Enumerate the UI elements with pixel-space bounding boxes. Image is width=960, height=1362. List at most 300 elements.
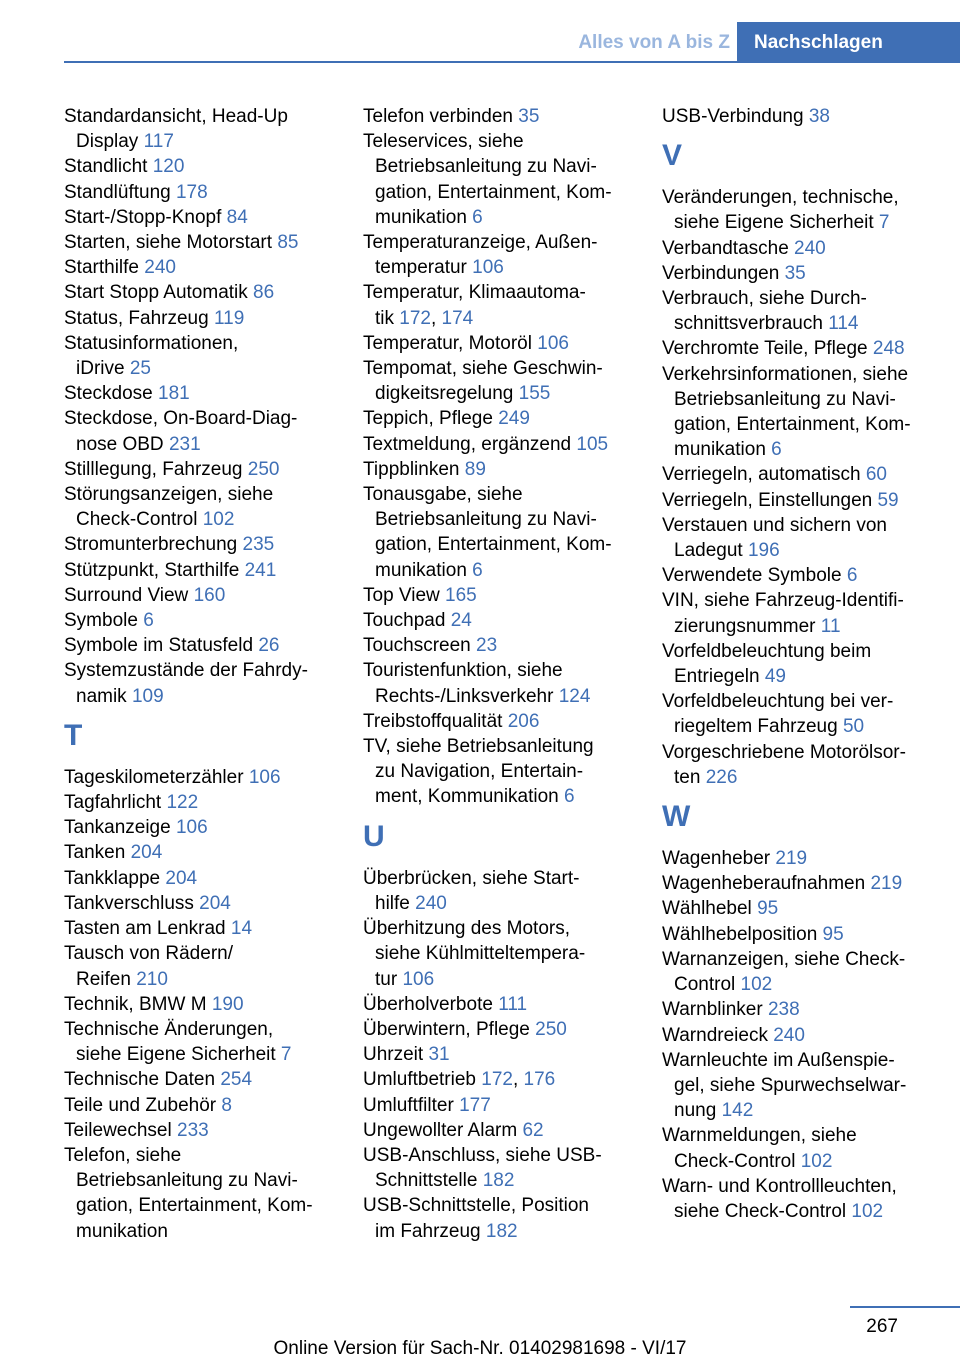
index-entry-text: Störungsanzeigen, siehe [64, 484, 274, 506]
index-entry [662, 1174, 952, 1224]
index-entry [64, 280, 334, 305]
index-entry [662, 362, 952, 463]
index-entry [64, 205, 334, 230]
index-entry [363, 866, 633, 916]
page-reference-link[interactable]: 109 [131, 685, 164, 707]
index-entry-text: gation, Entertainment, Kom- [674, 414, 911, 436]
index-entry [64, 104, 334, 154]
index-entry [363, 1042, 633, 1067]
index-entry [662, 104, 952, 129]
index-entry-text: Verchromte Teile, Pflege [662, 338, 868, 360]
page-reference-link[interactable]: 6 [472, 206, 483, 228]
index-entry-text: Betriebsanleitung zu Navi- [375, 509, 597, 531]
page-reference-link[interactable]: 14 [230, 918, 253, 940]
index-entry-text: Temperatur, Klimaautoma- [363, 282, 586, 304]
page-reference-link[interactable]: 172 [481, 1069, 513, 1091]
index-entry-text: zierungsnummer [674, 615, 816, 637]
index-entry-text: Tankanzeige [64, 817, 171, 839]
page-reference-link[interactable]: 59 [877, 489, 899, 511]
index-entry-text: Ladegut [674, 540, 743, 562]
index-entry-text: siehe Eigene Sicherheit [76, 1044, 276, 1066]
page-reference-link[interactable]: 102 [740, 974, 773, 996]
page-reference-link[interactable]: 31 [428, 1044, 450, 1066]
index-entry-text: Tankklappe [64, 867, 161, 889]
index-entry [662, 1048, 952, 1124]
index-entry-text: Verbrauch, siehe Durch- [662, 288, 867, 310]
index-entry [363, 331, 633, 356]
page-reference-link[interactable]: 11 [820, 615, 841, 637]
page-reference-link[interactable]: 38 [808, 106, 830, 127]
page-reference-link[interactable]: 84 [226, 206, 248, 228]
index-entry-text: gation, Entertainment, Kom- [375, 534, 612, 556]
index-entry-text: Verbandtasche [662, 237, 789, 259]
page-reference-link[interactable]: 50 [842, 716, 865, 738]
index-entry-text: Statusinformationen, [64, 332, 239, 354]
page-reference-link[interactable]: 7 [878, 212, 890, 234]
index-entry-text: Symbole im Statusfeld [64, 635, 254, 657]
page-reference-link[interactable]: 106 [537, 332, 569, 354]
page-reference-link[interactable]: 89 [464, 458, 486, 480]
index-entry [662, 185, 952, 235]
index-entry-text: Textmeldung, ergänzend [363, 433, 572, 455]
index-entry-text: Verkehrsinformationen, siehe [662, 363, 909, 385]
index-entry-text: Schnittstelle [375, 1170, 478, 1192]
index-entry-text: USB-Schnittstelle, Position [363, 1195, 589, 1217]
index-entry [64, 866, 334, 891]
page-reference-link[interactable]: 6 [771, 439, 782, 461]
index-entry-text: Surround View [64, 584, 189, 606]
index-entry-text: Überholverbote [363, 993, 493, 1015]
page-reference-link[interactable]: 204 [165, 867, 198, 889]
index-entry-text: Tausch von Rädern/ [64, 943, 233, 965]
index-entry: Temperatur, Klimaautoma- tik 172, 174 [363, 282, 586, 329]
index-entry [662, 997, 952, 1022]
index-entry-text: Teleservices, siehe [363, 131, 524, 153]
index-entry [662, 1123, 952, 1173]
index-entry-text: gel, siehe Spurwechselwar- [674, 1074, 907, 1096]
page-reference-link[interactable]: 160 [193, 584, 226, 606]
index-entry-text: Vorfeldbeleuchtung beim [662, 640, 872, 662]
index-entry-text: Wählhebel [662, 898, 752, 920]
page-reference-link[interactable]: 210 [136, 968, 168, 990]
index-entry-text: temperatur [375, 257, 467, 279]
page-reference-link[interactable]: 102 [851, 1200, 884, 1222]
index-entry [662, 947, 952, 997]
page-reference-link[interactable]: 172 [399, 307, 431, 329]
index-entry [363, 432, 633, 457]
index-entry [363, 104, 633, 129]
index-entry-text: Vorfeldbeleuchtung bei ver- [662, 691, 894, 713]
index-entry-text: Tankverschluss [64, 892, 194, 914]
index-entry [363, 916, 633, 992]
page-reference-link[interactable]: 85 [277, 232, 299, 254]
index-entry-text: Warnanzeigen, siehe Check- [662, 948, 906, 970]
page-reference-link[interactable]: 6 [846, 565, 858, 587]
page-reference-link[interactable]: 124 [558, 685, 591, 707]
index-entry [662, 286, 952, 336]
index-entry [64, 1067, 334, 1092]
index-letter-heading: T [64, 718, 83, 752]
page-reference-link[interactable]: 182 [482, 1170, 515, 1192]
index-entry [363, 608, 633, 633]
index-entry [363, 1143, 633, 1193]
index-entry-text: Steckdose [64, 383, 153, 405]
index-entry-text: Start Stopp Automatik [64, 282, 248, 304]
index-entry-text: Starten, siehe Motorstart [64, 232, 273, 254]
index-entry-text: Temperatur, Motoröl [363, 332, 532, 354]
index-entry-text: Check-Control [674, 1150, 796, 1172]
index-entry-text: Technische Änderungen, [64, 1018, 274, 1040]
index-entry [363, 356, 633, 406]
page-reference-link[interactable]: 102 [202, 509, 235, 531]
index-entry [64, 457, 334, 482]
index-entry-text: Tippblinken [363, 458, 460, 480]
index-entry [363, 457, 633, 482]
page-reference-link[interactable]: 106 [248, 766, 281, 788]
index-entry [64, 381, 334, 406]
page-reference-link[interactable]: 106 [402, 968, 435, 990]
index-entry [363, 129, 633, 230]
index-entry-text: Verwendete Symbole [662, 565, 842, 587]
index-column-2 [363, 104, 633, 1244]
online-version-note: Online Version für Sach-Nr. 01402981698 - VI/17 [273, 1338, 687, 1359]
index-entry-text: gation, Entertainment, Kom- [76, 1195, 313, 1217]
index-entry: Umluftbetrieb 172, 176 [363, 1069, 556, 1091]
index-entry-text: munikation [674, 439, 766, 461]
index-entry-text: Tasten am Lenkrad [64, 918, 226, 940]
index-entry [64, 1118, 334, 1143]
index-entry-text: gation, Entertainment, Kom- [375, 181, 612, 203]
page-reference-link[interactable]: 249 [498, 408, 530, 430]
page-reference-link[interactable]: 219 [775, 848, 808, 870]
index-entry-text: Tageskilometerzähler [64, 766, 244, 788]
index-entry-text: hilfe [375, 892, 410, 914]
page-reference-link[interactable]: 122 [166, 792, 199, 814]
index-entry-text: Temperaturanzeige, Außen- [363, 232, 598, 254]
index-entry-text: zu Navigation, Entertain- [375, 761, 584, 783]
index-entry-text: Standlicht [64, 156, 148, 178]
page-reference-link[interactable]: 95 [822, 923, 844, 945]
index-entry-text: Top View [363, 584, 440, 606]
index-entry-text: Ungewollter Alarm [363, 1119, 518, 1141]
index-entry-text: tur [375, 968, 398, 990]
page-reference-link[interactable]: 114 [828, 313, 859, 335]
index-entry-text: im Fahrzeug [375, 1220, 481, 1242]
page-reference-link[interactable]: 111 [498, 993, 528, 1015]
index-entry [64, 765, 334, 790]
index-entry-text: Warnleuchte im Außenspie- [662, 1049, 895, 1071]
index-entry-text: tik [375, 307, 394, 329]
index-entry-text: Wagenheber [662, 848, 771, 870]
index-entry-text: Entriegeln [674, 666, 760, 688]
index-entry-text: nose OBD [76, 433, 164, 455]
index-entry-text: namik [76, 685, 127, 707]
index-entry-text: munikation [375, 206, 467, 228]
page-reference-link[interactable]: 7 [280, 1044, 292, 1066]
page-reference-link[interactable]: 231 [168, 433, 201, 455]
index-entry [363, 709, 633, 734]
index-entry-text: Verstauen und sichern von [662, 514, 887, 536]
index-entry [64, 1143, 334, 1244]
index-entry [64, 306, 334, 331]
index-entry-text: Status, Fahrzeug [64, 307, 209, 329]
index-entry-text: Uhrzeit [363, 1044, 424, 1066]
index-entry-text: Tonausgabe, siehe [363, 484, 523, 506]
index-entry-text: ment, Kommunikation [375, 786, 559, 808]
index-entry-text: Reifen [76, 968, 131, 990]
page-reference-link[interactable]: 60 [865, 464, 887, 486]
page-reference-link[interactable]: 240 [415, 892, 447, 914]
page-reference-link[interactable]: 204 [130, 842, 163, 864]
index-entry [662, 1023, 952, 1048]
index-entry-text: Teilewechsel [64, 1119, 172, 1141]
index-entry [64, 992, 334, 1017]
index-entry [64, 633, 334, 658]
index-entry-text: Verriegeln, automatisch [662, 464, 861, 486]
index-entry-text: Verbindungen [662, 262, 780, 284]
index-entry-text: nung [674, 1100, 717, 1122]
index-entry [64, 891, 334, 916]
header-rule [64, 61, 960, 63]
index-letter-heading: V [662, 139, 683, 173]
page-reference-link[interactable]: 25 [129, 358, 151, 380]
footer-rule [850, 1306, 960, 1308]
index-entry-text: digkeitsregelung [375, 383, 514, 405]
index-entry [662, 488, 952, 513]
page-reference-link[interactable]: 35 [518, 106, 540, 127]
page-number: 267 [866, 1316, 898, 1337]
index-entry-text: ten [674, 766, 701, 788]
index-entry-text: Warnblinker [662, 999, 763, 1021]
index-entry-text: Treibstoffqualität [363, 710, 503, 732]
index-entry-text: Stromunterbrechung [64, 534, 238, 556]
page-reference-link[interactable]: 102 [800, 1150, 833, 1172]
page-reference-link[interactable]: 105 [576, 433, 609, 455]
index-entry-text: schnittsverbrauch [674, 313, 823, 335]
index-entry [363, 992, 633, 1017]
index-entry [662, 336, 952, 361]
index-entry [64, 230, 334, 255]
index-entry-text: Standlüftung [64, 181, 171, 203]
page-reference-link[interactable]: 24 [450, 610, 472, 632]
index-entry-text: Symbole [64, 610, 138, 632]
index-entry [64, 658, 334, 708]
index-entry-text: Warn- und Kontrollleuchten, [662, 1175, 897, 1197]
index-entry-text: Starthilfe [64, 257, 139, 279]
page-reference-link[interactable]: 35 [784, 262, 806, 284]
index-column-1 [64, 104, 334, 1244]
index-entry [363, 1017, 633, 1042]
page-reference-link[interactable]: 177 [459, 1094, 491, 1116]
index-entry [363, 406, 633, 431]
index-entry [64, 1017, 334, 1067]
index-entry-text: Technische Daten [64, 1069, 216, 1091]
page-reference-link[interactable]: 6 [472, 559, 483, 581]
index-entry-text: Warndreieck [662, 1024, 768, 1046]
index-entry-text: siehe Check-Control [674, 1200, 847, 1222]
index-entry-text: Technik, BMW M [64, 993, 207, 1015]
index-entry [662, 588, 952, 638]
index-entry-text: Betriebsanleitung zu Navi- [375, 156, 597, 178]
index-entry-text: Telefon verbinden [363, 106, 513, 127]
index-entry-text: iDrive [76, 358, 125, 380]
index-entry-text: USB-Verbindung [662, 106, 804, 127]
index-entry [64, 815, 334, 840]
index-entry-text: Steckdose, On-Board-Diag- [64, 408, 298, 430]
page-reference-link[interactable]: 233 [177, 1119, 209, 1141]
index-entry [64, 331, 334, 381]
index-entry-text: Touchpad [363, 610, 446, 632]
index-entry-text: Display [76, 131, 139, 153]
page-reference-link[interactable]: 219 [870, 873, 903, 895]
page-reference-link[interactable]: 95 [757, 898, 779, 920]
index-entry-text: Vorgeschriebene Motorölsor- [662, 741, 906, 763]
index-entry [64, 406, 334, 456]
page-reference-link[interactable]: 26 [258, 635, 280, 657]
index-entry [662, 740, 952, 790]
page-reference-link[interactable]: 182 [485, 1220, 518, 1242]
page-reference-link[interactable]: 204 [199, 892, 231, 914]
index-entry [363, 1193, 633, 1243]
index-entry-text: riegeltem Fahrzeug [674, 716, 838, 738]
index-entry [64, 608, 334, 633]
index-entry-text: Teile und Zubehör [64, 1094, 217, 1116]
page-reference-link[interactable]: 106 [472, 257, 504, 279]
page-reference-link[interactable]: 23 [476, 635, 498, 657]
page-reference-link[interactable]: 241 [244, 559, 277, 581]
page-reference-link[interactable]: 250 [247, 458, 280, 480]
index-entry [64, 941, 334, 991]
page-reference-link[interactable]: 120 [152, 156, 185, 178]
index-entry-text: Veränderungen, technische, [662, 187, 899, 209]
page-reference-link[interactable]: 240 [144, 257, 176, 279]
index-entry [64, 180, 334, 205]
index-entry-text: Telefon, siehe [64, 1144, 182, 1166]
index-entry-text: Stilllegung, Fahrzeug [64, 458, 243, 480]
index-entry [64, 840, 334, 865]
header-section-title: Alles von A bis Z [578, 32, 730, 53]
page-reference-link[interactable]: 165 [445, 584, 477, 606]
page-reference-link[interactable]: 238 [767, 999, 800, 1021]
index-entry [662, 563, 952, 588]
page-reference-link[interactable]: 190 [211, 993, 244, 1015]
index-entry [64, 790, 334, 815]
index-entry [64, 558, 334, 583]
index-entry-text: Check-Control [76, 509, 198, 531]
index-entry [363, 734, 633, 810]
page-reference-link[interactable]: 142 [721, 1100, 754, 1122]
index-entry-text: Start-/Stopp-Knopf [64, 206, 222, 228]
index-entry [662, 689, 952, 739]
index-entry-text: siehe Kühlmitteltempera- [375, 943, 586, 965]
index-entry-text: Tagfahrlicht [64, 792, 162, 814]
index-entry-text: Verriegeln, Einstellungen [662, 489, 873, 511]
page-reference-link[interactable]: 248 [872, 338, 905, 360]
index-entry-text: siehe Eigene Sicherheit [674, 212, 874, 234]
page-reference-link[interactable]: 240 [794, 237, 826, 259]
index-entry-text: VIN, siehe Fahrzeug-Identifi- [662, 590, 904, 612]
page-reference-link[interactable]: 196 [747, 540, 780, 562]
index-entry-text: Teppich, Pflege [363, 408, 493, 430]
index-entry [662, 513, 952, 563]
index-entry-text: Tanken [64, 842, 126, 864]
page-reference-link[interactable]: 62 [522, 1119, 544, 1141]
page-reference-link[interactable]: 250 [535, 1018, 567, 1040]
page-reference-link[interactable]: 49 [764, 666, 786, 688]
index-entry [363, 658, 633, 708]
page-reference-link[interactable]: 117 [143, 131, 174, 153]
index-entry [64, 532, 334, 557]
index-entry-text: Warnmeldungen, siehe [662, 1125, 857, 1147]
index-entry [363, 1118, 633, 1143]
index-letter-heading: W [662, 800, 691, 834]
index-entry [64, 916, 334, 941]
page-reference-link[interactable]: 226 [705, 766, 738, 788]
page-reference-link[interactable]: 106 [175, 817, 208, 839]
index-entry-text: Wagenheberaufnahmen [662, 873, 866, 895]
index-entry-text: munikation [76, 1220, 168, 1242]
index-entry [662, 639, 952, 689]
page-reference-link[interactable]: 6 [143, 610, 154, 632]
index-entry-text: USB-Anschluss, siehe USB- [363, 1144, 602, 1166]
index-entry [64, 154, 334, 179]
page-reference-link[interactable]: 240 [773, 1024, 805, 1046]
index-entry [363, 583, 633, 608]
page-reference-link[interactable]: 119 [213, 307, 245, 329]
index-entry [662, 922, 952, 947]
page-reference-link[interactable]: 174 [441, 307, 474, 329]
index-entry [64, 482, 334, 532]
index-entry [662, 846, 952, 871]
index-entry-text: Überwintern, Pflege [363, 1018, 530, 1040]
index-entry-text: Systemzustände der Fahrdy- [64, 660, 308, 682]
index-entry [64, 1093, 334, 1118]
index-entry [662, 261, 952, 286]
index-entry-text: Control [674, 974, 736, 996]
index-entry-text: Stützpunkt, Starthilfe [64, 559, 240, 581]
index-entry-text: Betriebsanleitung zu Navi- [674, 388, 896, 410]
index-letter-heading: U [363, 819, 385, 853]
index-entry-text: Touristenfunktion, siehe [363, 660, 563, 682]
index-entry-text: Überhitzung des Motors, [363, 918, 570, 940]
page-reference-link[interactable]: 181 [158, 383, 190, 405]
index-entry [64, 583, 334, 608]
index-entry-text: munikation [375, 559, 467, 581]
page-reference-link[interactable]: 178 [175, 181, 208, 203]
index-entry [662, 462, 952, 487]
page-reference-link[interactable]: 206 [507, 710, 540, 732]
index-entry-text: Touchscreen [363, 635, 471, 657]
index-entry-text: Überbrücken, siehe Start- [363, 867, 580, 889]
page-reference-link[interactable]: 254 [220, 1069, 253, 1091]
index-entry-text: Tempomat, siehe Geschwin- [363, 358, 603, 380]
page-reference-link[interactable]: 176 [523, 1069, 556, 1091]
index-entry-text: Betriebsanleitung zu Navi- [76, 1170, 298, 1192]
header-chapter-tab: Nachschlagen [737, 22, 960, 63]
page-reference-link[interactable]: 235 [242, 534, 275, 556]
page-reference-link[interactable]: 6 [564, 786, 575, 808]
index-entry-text: TV, siehe Betriebsanleitung [363, 736, 594, 758]
page-reference-link[interactable]: 155 [518, 383, 551, 405]
index-entry [363, 230, 633, 280]
index-entry-text: Wählhebelposition [662, 923, 818, 945]
index-entry [363, 1093, 633, 1118]
page-reference-link[interactable]: 8 [221, 1094, 232, 1116]
index-entry [363, 633, 633, 658]
index-entry-text: Umluftfilter [363, 1094, 454, 1116]
index-entry-text: Standardansicht, Head-Up [64, 106, 288, 127]
page-reference-link[interactable]: 86 [253, 282, 275, 304]
